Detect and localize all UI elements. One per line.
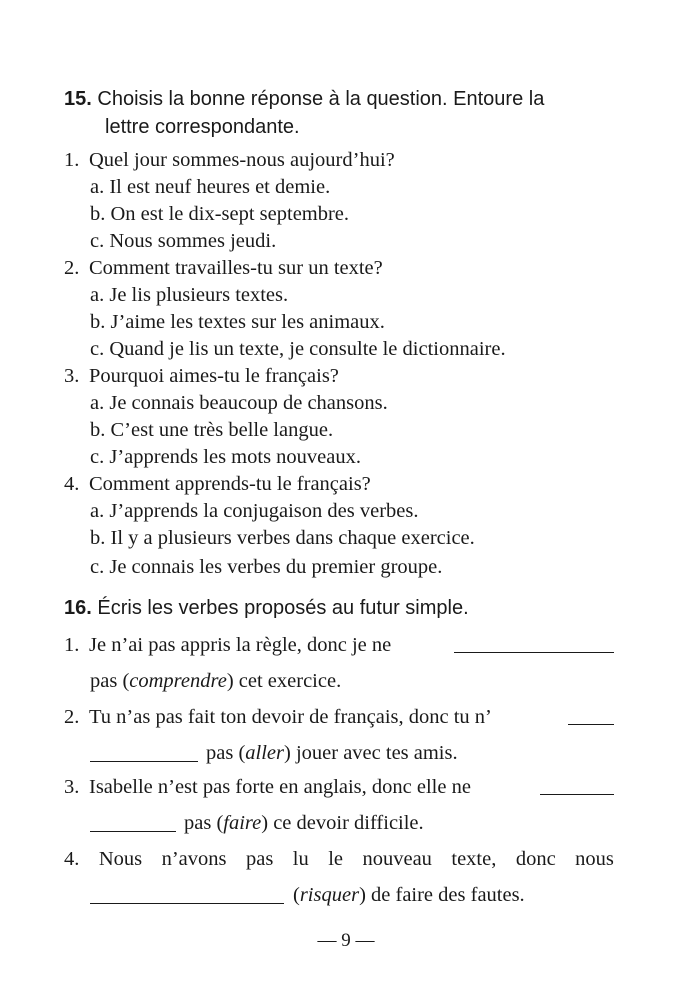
sentence-line [293, 882, 525, 909]
word: n’avons [161, 848, 227, 870]
word: Nous [98, 848, 143, 870]
question-number: 4. [64, 473, 80, 495]
sentence-text: ( [293, 884, 300, 906]
sentence-line [64, 632, 391, 659]
verb-infinitive: comprendre [129, 670, 227, 692]
question-number: 3. [64, 365, 80, 387]
sentence-text: pas ( [90, 670, 130, 692]
answer-option: a. Je connais beaucoup de chansons. [90, 392, 388, 414]
answer-blank[interactable] [90, 743, 198, 762]
question-text: Quel jour sommes-nous aujourd’hui? [89, 149, 395, 171]
word: lu [292, 848, 309, 870]
sentence-text: ) cet exercice. [226, 670, 342, 692]
sentence-line-justified [64, 846, 614, 873]
item-number: 1. [64, 634, 80, 656]
sentence-text: Je n’ai pas appris la règle, donc je ne [89, 634, 392, 656]
question [64, 147, 395, 174]
answer-option: b. C’est une très belle langue. [90, 419, 334, 441]
answer-blank[interactable] [454, 634, 614, 653]
verb-infinitive: faire [223, 812, 262, 834]
exercise-instruction-continued: lettre correspondante. [105, 116, 300, 138]
answer-blank[interactable] [90, 813, 176, 832]
answer-blank[interactable] [568, 706, 614, 725]
word: le [328, 848, 343, 870]
sentence-text: pas ( [184, 812, 224, 834]
answer-option: a. J’apprends la conjugaison des verbes. [90, 500, 419, 522]
question-text: Pourquoi aimes-tu le français? [89, 365, 339, 387]
sentence-line [90, 668, 341, 695]
word: texte, [451, 848, 497, 870]
exercise-16-title [64, 594, 469, 622]
answer-option: b. J’aime les textes sur les animaux. [90, 311, 385, 333]
verb-infinitive: aller [245, 742, 284, 764]
answer-option: c. Nous sommes jeudi. [90, 230, 277, 252]
question-text: Comment travailles-tu sur un texte? [89, 257, 383, 279]
answer-option: b. On est le dix-sept septembre. [90, 203, 350, 225]
sentence-text: Isabelle n’est pas forte en anglais, donc elle ne [89, 776, 471, 798]
sentence-line [184, 810, 424, 837]
question-number: 2. [64, 257, 80, 279]
sentence-line [64, 774, 471, 801]
verb-infinitive: risquer [299, 884, 360, 906]
question [64, 255, 383, 282]
word: pas [245, 848, 274, 870]
sentence-line [64, 704, 492, 731]
question-text: Comment apprends-tu le français? [89, 473, 371, 495]
sentence-text: Tu n’as pas fait ton devoir de français, donc tu n’ [89, 706, 492, 728]
sentence-text: ) de faire des fautes. [359, 884, 525, 906]
item-number: 3. [64, 776, 80, 798]
exercise-number: 16. [64, 597, 92, 619]
item-number: 2. [64, 706, 80, 728]
exercise-instruction: Choisis la bonne réponse à la question. Entoure la [97, 88, 545, 110]
exercise-instruction: Écris les verbes proposés au futur simple. [97, 597, 469, 619]
answer-option: c. Quand je lis un texte, je consulte le dictionnaire. [90, 338, 506, 360]
question-number: 1. [64, 149, 80, 171]
item-number: 4. [64, 848, 80, 870]
answer-blank[interactable] [90, 885, 284, 904]
word: nous [575, 848, 614, 870]
word: donc [515, 848, 556, 870]
sentence-line [206, 740, 458, 767]
word: nouveau [362, 848, 432, 870]
page-number: — 9 — [317, 930, 375, 951]
exercise-number: 15. [64, 88, 92, 110]
sentence-text: ) jouer avec tes amis. [284, 742, 458, 764]
answer-option: c. Je connais les verbes du premier groupe. [90, 556, 443, 578]
exercise-15-title [64, 85, 544, 141]
answer-blank[interactable] [540, 776, 614, 795]
answer-option: a. Il est neuf heures et demie. [90, 176, 331, 198]
question [64, 471, 371, 498]
answer-option: a. Je lis plusieurs textes. [90, 284, 289, 306]
answer-option: c. J’apprends les mots nouveaux. [90, 446, 361, 468]
answer-option: b. Il y a plusieurs verbes dans chaque exercice. [90, 527, 475, 549]
sentence-text: pas ( [206, 742, 246, 764]
question [64, 363, 339, 390]
sentence-text: ) ce devoir difficile. [261, 812, 424, 834]
